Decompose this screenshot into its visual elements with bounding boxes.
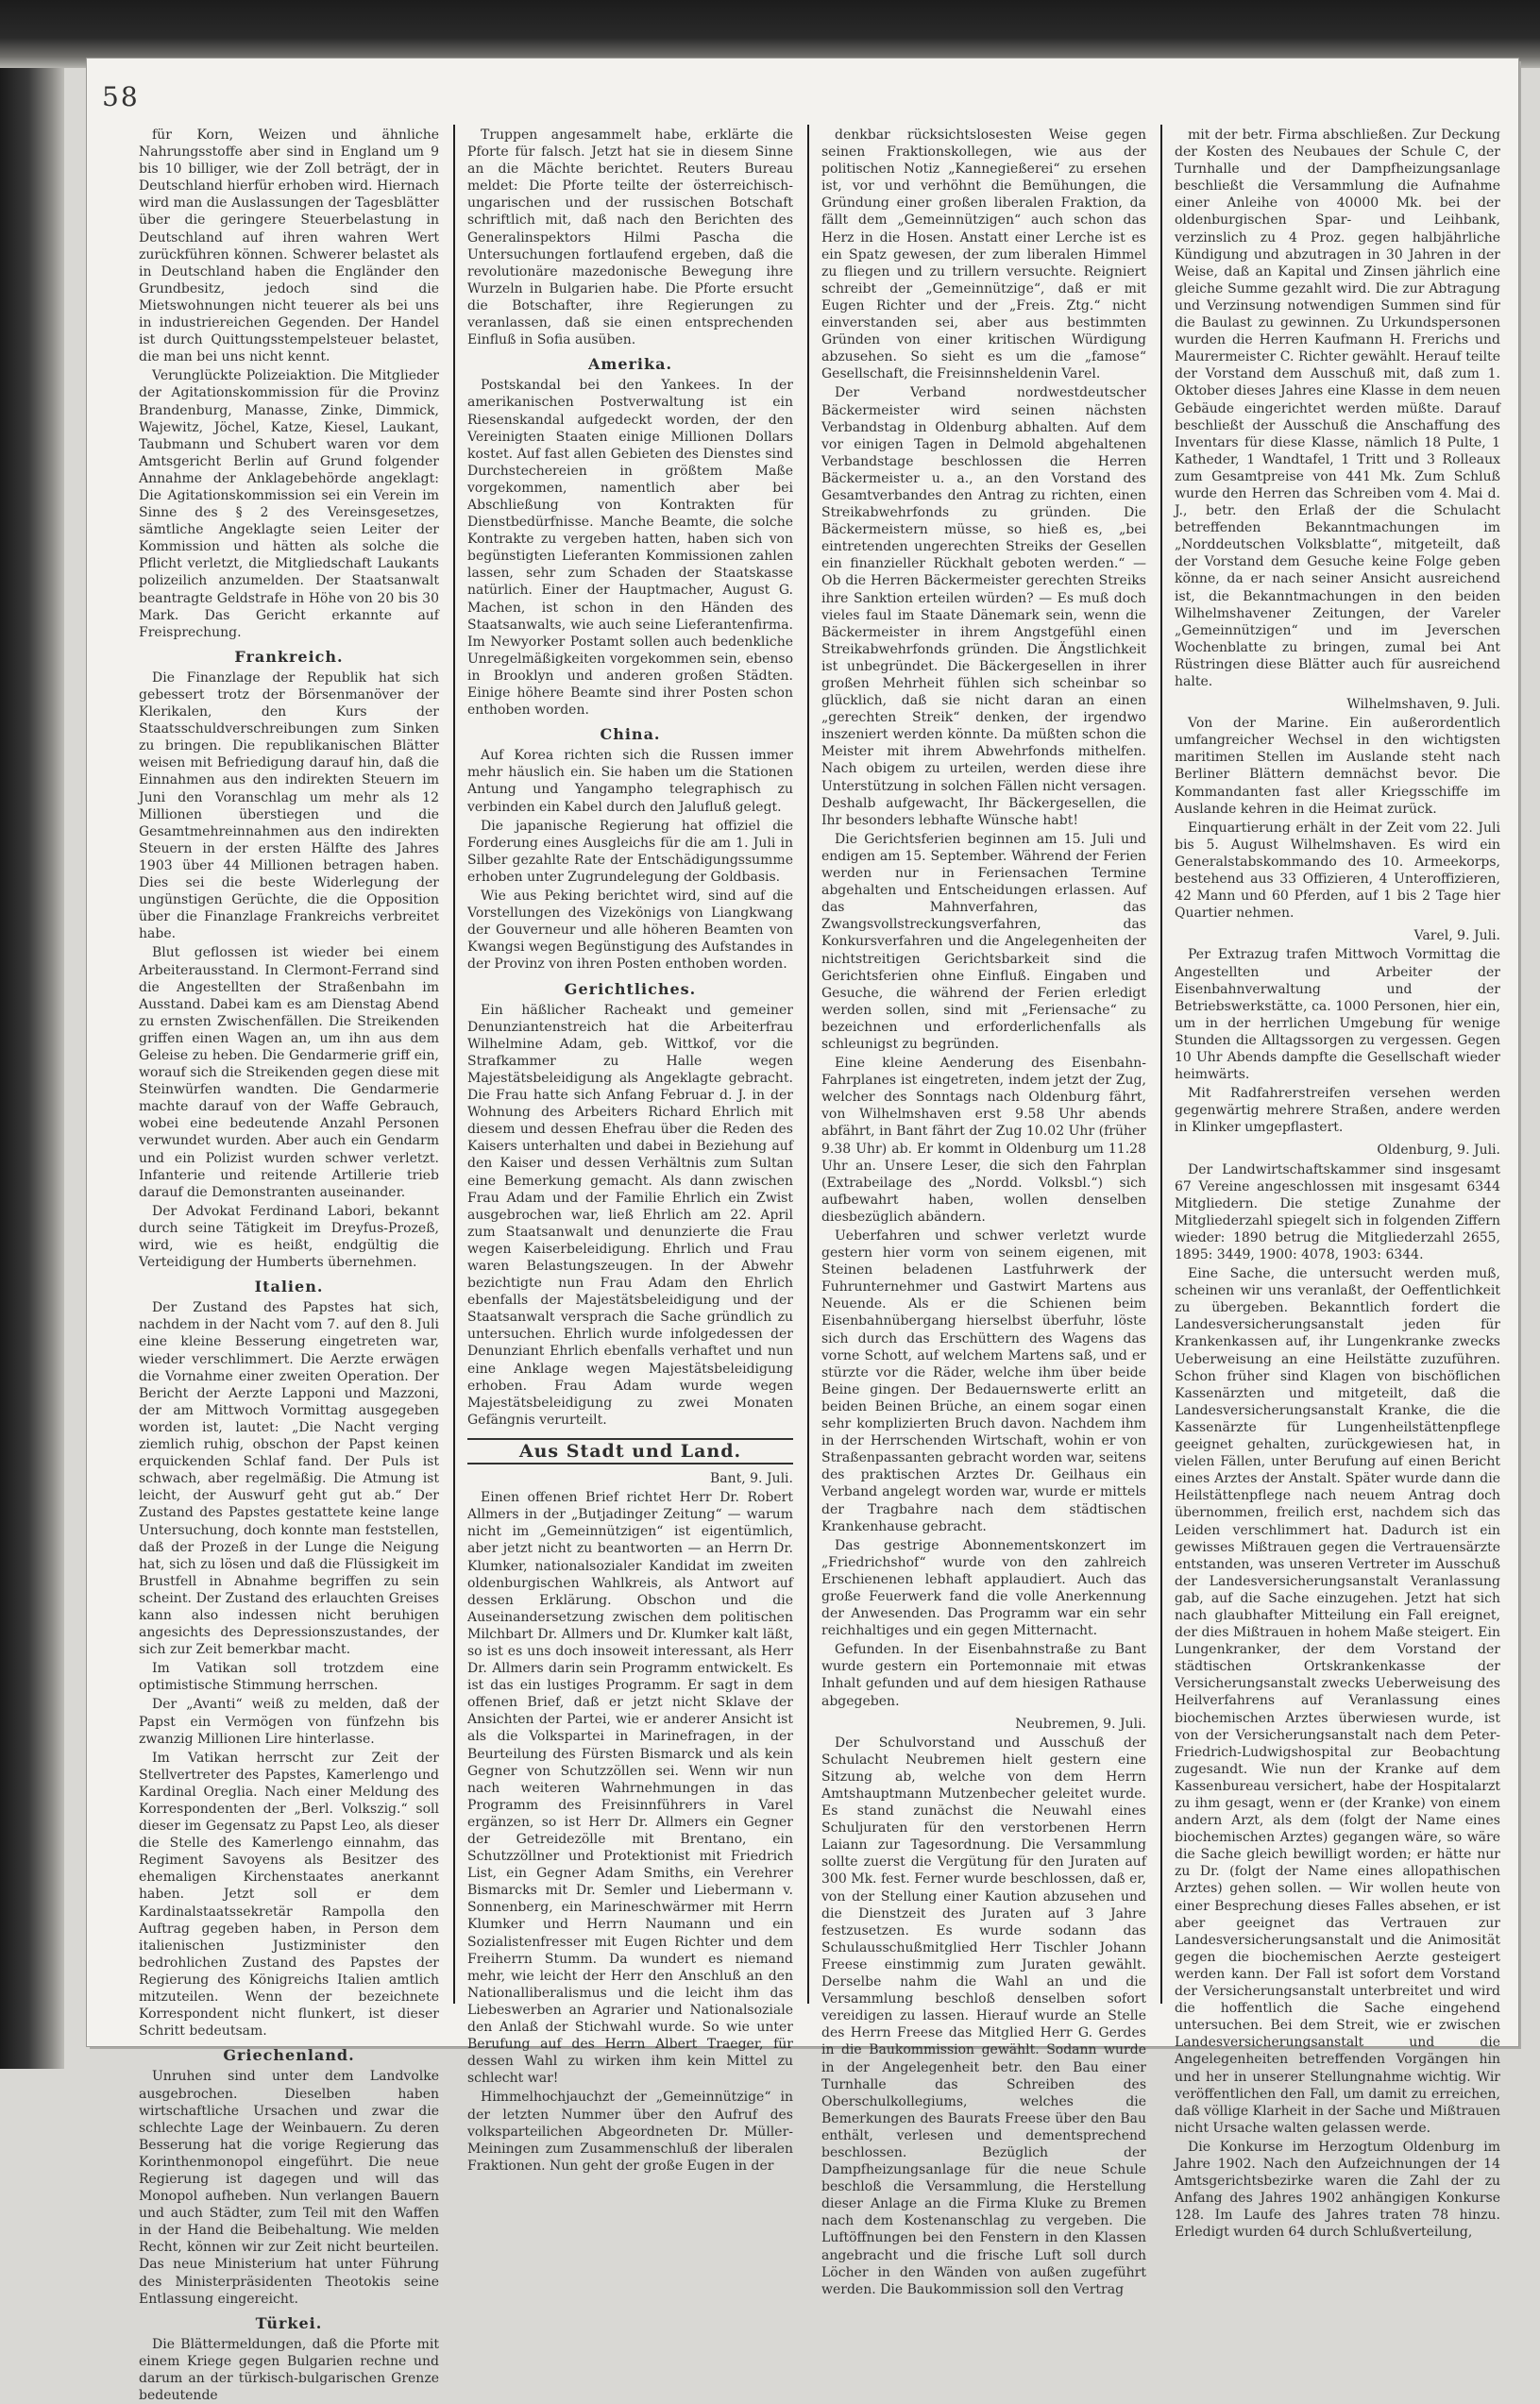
article-paragraph: Gefunden. In der Eisenbahnstraße zu Bant wurde gestern ein Portemonnaie mit etwas Inhalt gefunden und auf dem hiesigen Rathause abgegeben. bbox=[821, 1642, 1146, 1709]
section-heading: Griechenland. bbox=[223, 2046, 355, 2065]
article-paragraph: Die Finanzlage der Republik hat sich gebessert trotz der Börsenmanöver der Klerikalen, den Kurs der Staatsschuldverschreibungen zum Sinken zu bringen. Die republikanischen Blätter weisen mit Befriedigung darauf hin, daß die Einnahmen aus den indirekten Steuern im Juni den Voranschlag um mehr als 12 Millionen überstiegen und die Gesamtmehreinnahmen aus den indirekten Steuern in der ersten Hälfte des Jahres 1903 über 44 Millionen betragen haben. Dies sei die beste Widerlegung der ungünstigen Gerüchte, die die Opposition über die Finanzlage Frankreichs verbreitet habe. bbox=[139, 669, 439, 942]
section-heading: Italien. bbox=[254, 1278, 324, 1296]
article-paragraph: Der Verband nordwestdeutscher Bäckermeister wird seinen nächsten Verbandstag in Oldenburg abhalten. Auf dem vor einigen Tagen in Delmold abgehaltenen Verbandstage beschlossen die Herren Bäckermeister u. a., an den Vorstand des Gesamtverbandes den Antrag zu richten, einen Streikabwehrfonds zu gründen. Die Bäckermeistern müsse, so hieß es, „bei eintretenden ungerechten Streiks der Gesellen ein finanzieller Rückhalt geboten werden.“ — Ob die Herren Bäckermeister gerechten Streiks ihre Sanktion erteilen würden? — Es muß doch vieles faul im Staate Dänemark sein, wenn die Bäckermeister in ihrem Angstgefühl einen Streikabwehrfonds gründen. Die Ängstlichkeit ist unbegründet. Die Bäckergesellen in ihrer großen Mehrheit fühlen sich scheinbar so glücklich, daß sie nicht daran an einen „gerechten Streik“ denken, der irgendwo inszeniert werden könnte. Da müßten schon die Meister mit ihrem Abwehrfonds mithelfen. Nach obigem zu urteilen, werden diese ihre Unterstützung in solchen Fällen nicht versagen. Deshalb aufgewacht, Ihr Bäckergesellen, die Ihr besonders lebhafte Wünsche habt! bbox=[821, 385, 1146, 828]
dateline: Wilhelmshaven, 9. Juli. bbox=[1346, 697, 1500, 713]
article-paragraph: Im Vatikan herrscht zur Zeit der Stellvertreter des Papstes, Kamerlengo und Kardinal Oreglia. Nach einer Meldung des Korrespondenten der „Berl. Volkszig.“ soll dieser im Gegensatz zu Papst Leo, als dieser die Stelle des Kamerlengo einnahm, das Regiment Savoyens als Besitzer des ehemaligen Kirchenstaates anerkannt haben. Jetzt soll er dem Kardinalstaatssekretär Rampolla den Auftrag gegeben haben, in Person dem italienischen Justizminister den bedrohlichen Zustand des Papstes der Regierung des Königreichs Italien amtlich mitzuteilen. Wenn der bezeichnete Korrespondent nicht flunkert, ist dieser Schritt bedeutsam. bbox=[139, 1750, 439, 2040]
article-paragraph: Der Schulvorstand und Ausschuß der Schulacht Neubremen hielt gestern eine Sitzung ab, welche von dem Herrn Amtshauptmann Mutzenbecher geleitet wurde. Es stand zunächst die Neuwahl eines Schuljuraten für den verstorbenen Herrn Laiann zur Tagesordnung. Die Versammlung sollte zuerst die Vergütung für den Juraten auf 300 Mk. fest. Ferner wurde beschlossen, daß er, von der Stellung einer Kaution abzusehen und die Dienstzeit des Juraten auf 3 Jahre festzusetzen. Es wurde sodann das Schulausschußmitglied Herr Tischler Johann Freese einstimmig zum Juraten gewählt. Derselbe nahm die Wahl an und die Versammlung beschloß denselben sofort vereidigen zu lassen. Hierauf wurde an Stelle des Herrn Freese das Mitglied Herr G. Gerdes in die Baukommission gewählt. Sodann wurde in der Angelegenheit betr. den Bau einer Turnhalle das Schreiben des Oberschulkollegiums, welches die Bemerkungen des Baurats Freese über den Bau enthält, verlesen und dementsprechend beschlossen. Bezüglich der Dampfheizungsanlage für die neue Schule beschloß die Versammlung, die Herstellung dieser Anlage an die Firma Kluke zu Bremen nach dem Kostenanschlag zu vergeben. Die Luftöffnungen bei den Fenstern in den Klassen angebracht und die frische Luft soll durch Löcher in den Wänden von außen zugeführt werden. Die Baukommission soll den Vertrag bbox=[821, 1735, 1146, 2297]
newspaper-page bbox=[87, 59, 1518, 2404]
dateline: Bant, 9. Juli. bbox=[709, 1471, 793, 1487]
article-paragraph: Von der Marine. Ein außerordentlich umfangreicher Wechsel in den wichtigsten maritimen Stellen im Auslande steht nach Berliner Blättern demnächst bevor. Die Kommandanten fast aller Kriegsschiffe im Auslande kehren in die Heimat zurück. bbox=[1175, 716, 1500, 817]
article-paragraph: Die Konkurse im Herzogtum Oldenburg im Jahre 1902. Nach den Aufzeichnungen der 14 Amtsgerichtsbezirke waren die Zahl der zu Anfang des Jahres 1902 anhängigen Konkurse 128. Im Laufe des Jahres traten 78 hinzu. Erledigt wurden 64 durch Schlußverteilung, bbox=[1175, 2139, 1500, 2241]
article-paragraph: Die Blättermeldungen, daß die Pforte mit einem Kriege gegen Bulgarien rechne und darum an der türkisch-bulgarischen Grenze bedeutende bbox=[139, 2336, 439, 2404]
article-paragraph: Im Vatikan soll trotzdem eine optimistische Stimmung herrschen. bbox=[139, 1661, 439, 1694]
article-paragraph: Der Zustand des Papstes hat sich, nachdem in der Nacht vom 7. auf den 8. Juli eine kleine Besserung eingetreten war, wieder verschlimmert. Die Aerzte erwägen die Vornahme einer zweiten Operation. Der Bericht der Aerzte Lapponi und Mazzoni, der am Mittwoch Vormittag ausgegeben worden ist, lautet: „Die Nacht verging ziemlich ruhig, obschon der Papst keinen erquickenden Schlaf fand. Der Puls ist schwach, aber regelmäßig. Die Atmung ist leicht, der Auswurf geht gut ab.“ Der Zustand des Papstes gestattete keine lange Untersuchung, doch konnte man feststellen, daß der Prozeß in der Lunge die Neigung hat, sich zu lösen und daß die Flüssigkeit im Brustfell in Abnahme begriffen zu sein scheint. Der Zustand des erlauchten Greises kann also indessen nicht beruhigen angesichts des Depressionszustandes, der sich zur Zeit bemerkbar macht. bbox=[139, 1300, 439, 1658]
book-spine bbox=[0, 0, 64, 2069]
section-heading: Türkei. bbox=[255, 2313, 323, 2332]
article-paragraph: Das gestrige Abonnementskonzert im „Friedrichshof“ wurde von den zahlreich Erschienenen lebhaft applaudiert. Auch das große Feuerwerk fand die volle Anerkennung der Anwesenden. Das Programm war ein sehr reichhaltiges und ein gegen Mitternacht. bbox=[821, 1537, 1146, 1639]
column-rule bbox=[1160, 125, 1162, 2004]
article-paragraph: Einquartierung erhält in der Zeit vom 22. Juli bis 5. August Wilhelmshaven. Es wird ein Generalstabskommando des 10. Armeekorps, bestehend aus 33 Offizieren, 4 Unteroffizieren, 42 Mann und 60 Pferden, auf 1 bis 2 Tage hier Quartier nehmen. bbox=[1175, 820, 1500, 922]
article-paragraph: Mit Radfahrerstreifen versehen werden gegenwärtig mehrere Straßen, andere werden in Klinker umgepflastert. bbox=[1175, 1086, 1500, 1136]
column-rule bbox=[453, 125, 455, 2004]
article-paragraph: denkbar rücksichtslosesten Weise gegen seinen Fraktionskollegen, wie aus der politischen Notiz „Kannegießerei“ zu ersehen ist, vor und verhöhnt die Bemühungen, die Gründung einer großen liberalen Fraktion, da fällt dem „Gemeinnützigen“ auch schon das Herz in die Hosen. Anstatt einer Lerche ist es ein Spatz gewesen, der zum liberalen Himmel zu fliegen und zu trillern versuchte. Reigniert schreibt der „Gemeinnützige“, daß er mit Eugen Richter und der „Freis. Ztg.“ nicht einverstanden sei, aber aus bestimmten Gründen von einer kritischen Würdigung abzusehen. So sieht es um die „famose“ Gesellschaft, die Freisinnsheldenin Varel. bbox=[821, 127, 1146, 382]
section-heading: Gerichtliches. bbox=[564, 979, 697, 998]
column-rule bbox=[807, 125, 809, 2004]
article-paragraph: Himmelhochjauchzt der „Gemeinnützige“ in der letzten Nummer über den Aufruf des volksparteilichen Abgeordneten Dr. Müller-Meiningen zum Zusammenschluß der liberalen Fraktionen. Nun geht der große Eugen in der bbox=[467, 2090, 793, 2174]
article-paragraph: Blut geflossen ist wieder bei einem Arbeiterausstand. In Clermont-Ferrand sind die Angestellten der Straßenbahn im Ausstand. Dabei kam es am Dienstag Abend zu ernsten Zwischenfällen. Die Streikenden griffen einen Wagen an, um ihn aus dem Geleise zu heben. Die Gendarmerie griff ein, worauf sich die Streikenden gegen diese mit Steinwürfen wandten. Die Gendarmerie machte darauf von der Waffe Gebrauch, wobei eine bedeutende Anzahl Personen verwundet wurden. Aber auch ein Gendarm und ein Polizist wurden schwer verletzt. Infanterie und reitende Artillerie trieb darauf die Demonstranten auseinander. bbox=[139, 945, 439, 1200]
article-paragraph: Verunglückte Polizeiaktion. Die Mitglieder der Agitationskommission für die Provinz Brandenburg, Manasse, Zinke, Dimmick, Wajewitz, Jöchel, Katze, Kiesel, Laukant, Taubmann und Schubert waren vor dem Amtsgericht Berlin auf Grund folgender Annahme der Anklagebehörde angeklagt: Die Agitationskommission sei ein Verein im Sinne des § 2 des Vereinsgesetzes, sämtliche Angeklagte seien Leiter der Kommission und hätten als solche die Pflicht verletzt, die Mitgliedschaft Laukants polizeilich anzumelden. Der Staatsanwalt beantragte Geldstrafe in Höhe von 20 bis 30 Mark. Das Gericht erkannte auf Freisprechung. bbox=[139, 368, 439, 640]
article-paragraph: Die Gerichtsferien beginnen am 15. Juli und endigen am 15. September. Während der Ferien werden nur in Feriensachen Termine abgehalten und Entscheidungen erlassen. Auf das Mahnverfahren, das Zwangsvollstreckungsverfahren, das Konkursverfahren und die Angelegenheiten der nichtstreitigen Gerichtsbarkeit sind die Gerichtsferien ohne Einfluß. Eingaben und Gesuche, die während der Ferien erledigt werden sollen, sind mit „Feriensache“ zu bezeichnen und erforderlichenfalls als schleunigst zu begründen. bbox=[821, 831, 1146, 1052]
dateline: Varel, 9. Juli. bbox=[1413, 928, 1500, 944]
article-paragraph: Ueberfahren und schwer verletzt wurde gestern hier vorm von seinem eigenen, mit Steinen beladenen Lastfuhrwerk der Fuhrunternehmer und Gastwirt Martens aus Neuende. Als er die Schienen beim Eisenbahnübergang hierselbst überfuhr, löste sich durch das Erschüttern des Wagens das vorne Schott, auf welchem Martens saß, und er stürzte vor die Räder, welche ihm über beide Beine gingen. Der Bedauernswerte erlitt an beiden Beinen Brüche, an einem sogar einen sehr komplizierten Bruch davon. Nachdem ihm in der Herrschenden Wirtschaft, wohin er von Straßenpassanten gebracht worden war, seitens des praktischen Arztes Dr. Geilhaus ein Verband angelegt worden war, wurde er mittels der Tragbahre nach dem städtischen Krankenhause gebracht. bbox=[821, 1228, 1146, 1534]
section-heading: Amerika. bbox=[587, 355, 673, 374]
text-column-1 bbox=[139, 127, 439, 2404]
article-paragraph: Per Extrazug trafen Mittwoch Vormittag die Angestellten und Arbeiter der Eisenbahnverwaltung und der Betriebswerkstätte, ca. 1000 Personen, hier ein, um in der herrlichen Umgebung für wenige Stunden die Alltagssorgen zu vergessen. Gegen 10 Uhr Abends dampfte die Gesellschaft wieder heimwärts. bbox=[1175, 947, 1500, 1083]
article-paragraph: Ein häßlicher Racheakt und gemeiner Denunziantenstreich hat die Arbeiterfrau Wilhelmine Adam, geb. Wittkof, vor die Strafkammer zu Halle wegen Majestätsbeleidigung als Angeklagte gebracht. Die Frau hatte sich Anfang Februar d. J. in der Wohnung des Arbeiters Richard Ehrlich mit diesem und dessen Ehefrau über die Reden des Kaisers unterhalten und dabei in Beziehung auf den Kaiser und dessen Verhältnis zum Sultan eine Bemerkung gemacht. Als dann zwischen Frau Adam und der Familie Ehrlich ein Zwist ausgebrochen war, ließ Ehrlich am 22. April zum Staatsanwalt und denunzierte die Frau wegen Kaiserbeleidigung. Ehrlich und Frau waren Belastungszeugen. In der Abwehr bezichtigte nun Frau Adam den Ehrlich ebenfalls der Majestätsbeleidigung und der Staatsanwalt versprach die Sache gründlich zu untersuchen. Ehrlich wurde infolgedessen der Denunziant Ehrlich ebenfalls verhaftet und nun eine Anklage wegen Majestätsbeleidigung erhoben. Frau Adam wurde wegen Majestätsbeleidigung zu zwei Monaten Gefängnis verurteilt. bbox=[467, 1002, 793, 1428]
article-paragraph: Eine kleine Aenderung des Eisenbahn-Fahrplanes ist eingetreten, indem jetzt der Zug, welcher des Sonntags nach Oldenburg fährt, von Wilhelmshaven erst 9.58 Uhr abends abfährt, in Bant fährt der Zug 10.02 Uhr (früher 9.38 Uhr) ab. Er kommt in Oldenburg um 11.28 Uhr an. Unsere Leser, die sich den Fahrplan (Extrabeilage des „Nordd. Volksbl.“) sich aufbewahrt haben, wollen denselben diesbezüglich abändern. bbox=[821, 1056, 1146, 1225]
text-column-2 bbox=[467, 127, 793, 2174]
text-column-4 bbox=[1175, 127, 1500, 2241]
article-paragraph: Eine Sache, die untersucht werden muß, scheinen wir uns veranlaßt, der Oeffentlichkeit zu übergeben. Bekanntlich fordert die Landesversicherungsanstalt jeden für Krankenkassen auf, ihr Lungenkranke zwecks Ueberweisung an eine Heilstätte zuzuführen. Schon früher sind Klagen von bischöflichen Kassenärzten und mitgeteilt, daß die Landesversicherungsanstalt Kranke, die die Kassenärzte für Lungenheilstättenpflege geeignet gehalten, zurückgewiesen hat, in vielen Fällen, unter Berufung auf einen Bericht eines Arztes der Anstalt. Später wurde dann die Heilstättenpflege nach neuem Antrag doch übernommen, freilich erst, nachdem sich das Leiden verschlimmert hat. Dadurch ist ein gewisses Mißtrauen gegen die Vertrauensärzte entstanden, was unseren Vertreter im Ausschuß der Landesversicherungsanstalt Veranlassung gab, auf die Sache einzugehen. Jetzt hat sich nach glaubhafter Mitteilung ein Fall ereignet, der dies Mißtrauen in hohem Maße steigert. Ein Lungenkranker, der dem Vorstand der städtischen Ortskrankenkasse der Versicherungsanstalt zwecks Ueberweisung des Heilverfahrens auf Veranlassung eines biochemischen Arztes überwiesen wurde, ist von der Versicherungsanstalt nach dem Peter-Friedrich-Ludwigshospital zur Beobachtung zugesandt. Wie nun der Kranke auf dem Kassenbureau versichert, habe der Hospitalarzt zu ihm gesagt, wenn er (der Kranke) von einem andern Arzt, als dem (folgt der Name eines biochemischen Arztes) gegangen wäre, so wäre die Sache gleich bewilligt worden; er hätte nur zu Dr. (folgt der Name eines allopathischen Arztes) gehen sollen. — Wir wollen heute von einer Besprechung dieses Falles absehen, er ist aber geeignet das Vertrauen zur Landesversicherungsanstalt und die Animosität gegen die biochemischen Aerzte gesteigert werden kann. Der Fall ist sofort dem Vorstand der Versicherungsanstalt unterbreitet und wird die hoffentlich die Sache eingehend untersuchen. Bei dem Streit, wie er zwischen Landesversicherungsanstalt und die Angelegenheiten betreffenden Vorgängen hin und her in unserer Stellungnahme wichtig. Wir veröffentlichen den Fall, um damit zu erreichen, daß völlige Klarheit in der Sache und Mißtrauen nicht Ursache walten gelassen werde. bbox=[1175, 1266, 1500, 2136]
text-column-3 bbox=[821, 127, 1146, 2297]
section-heading: Aus Stadt und Land. bbox=[467, 1438, 793, 1464]
article-paragraph: Auf Korea richten sich die Russen immer mehr häuslich ein. Sie haben um die Stationen Antung und Yangampho telegraphisch zu verbinden ein Kabel durch den Jalufluß gelegt. bbox=[467, 748, 793, 815]
article-paragraph: Postskandal bei den Yankees. In der amerikanischen Postverwaltung ist ein Riesenskandal aufgedeckt worden, der den Vereinigten Staaten einige Millionen Dollars kostet. Auf fast allen Gebieten des Dienstes sind Durchstechereien in größtem Maße vorgekommen, namentlich aber bei Abschließung von Kontrakten für Dienstbedürfnisse. Manche Beamte, die solche Kontrakte zu vergeben hatten, haben sich von begünstigten Lieferanten Kommissionen zahlen lassen, sehr zum Schaden der Staatskasse natürlich. Einer der Hauptmacher, August G. Machen, ist schon in den Händen des Staatsanwalts, wie auch seine Lieferantenfirma. Im Newyorker Postamt sollen auch bedenkliche Unregelmäßigkeiten vorgekommen sein, ebenso in Brooklyn und anderen großen Städten. Einige höhere Beamte sind ihrer Posten schon enthoben worden. bbox=[467, 378, 793, 719]
article-paragraph: Wie aus Peking berichtet wird, sind auf die Vorstellungen des Vizekönigs von Liangkwang der Gouverneur und alle höheren Beamten von Kwangsi wegen Begünstigung des Aufstandes in der Provinz von ihren Posten enthoben worden. bbox=[467, 889, 793, 973]
section-heading: Frankreich. bbox=[234, 647, 344, 666]
article-paragraph: Der Advokat Ferdinand Labori, bekannt durch seine Tätigkeit im Dreyfus-Prozeß, wird, wie es heißt, endgültig die Verteidigung der Humberts übernehmen. bbox=[139, 1203, 439, 1271]
article-paragraph: Truppen angesammelt habe, erklärte die Pforte für falsch. Jetzt hat sie in diesem Sinne an die Mächte berichtet. Reuters Bureau meldet: Die Pforte teilte der österreichisch-ungarischen und der russischen Botschaft schriftlich mit, daß nach den Berichten des Generalinspektors Hilmi Pascha die Untersuchungen fortlaufend ergeben, daß die revolutionäre mazedonische Bewegung ihre Wurzeln in Bulgarien habe. Die Pforte ersucht die Botschafter, ihre Regierungen zu veranlassen, daß sie einen entsprechenden Einfluß in Sofia ausüben. bbox=[467, 127, 793, 348]
article-paragraph: Einen offenen Brief richtet Herr Dr. Robert Allmers in der „Butjadinger Zeitung“ — warum nicht im „Gemeinnützigen“ ist eigentümlich, aber jetzt nicht zu beantworten — an Herrn Dr. Klumker, nationalsozialer Kandidat im zweiten oldenburgischen Wahlkreis, als Antwort auf dessen Erklärung. Obschon und die Auseinandersetzung zwischen dem politischen Milchbart Dr. Allmers und Dr. Klumker kalt läßt, so ist es uns doch insoweit interessant, als Herr Dr. Allmers darin sein Programm entwickelt. Es ist das ein lustiges Programm. Er sagt in dem offenen Brief, daß er jetzt nicht Sklave der Ansichten der Partei, wie er anderer Ansicht ist als die Volkspartei in Marinefragen, in der Beurteilung des Fürsten Bismarck und als kein Gegner von Schutzzöllen sei. Wenn wir nun nach weiteren Wahrnehmungen in das Programm des Freisinnführers in Varel ergänzen, so ist Herr Dr. Allmers ein Gegner der Getreidezölle mit Brentano, ein Schutzzöllner und Protektionist mit Friedrich List, ein Gegner Adam Smiths, ein Verehrer Bismarcks mit Dr. Semler und Liebermann v. Sonnenberg, ein Marineschwärmer mit Herrn Klumker und Herrn Naumann und ein Sozialistenfresser mit Eugen Richter und dem Freiherrn Stumm. Da wundert es niemand mehr, wie leicht der Herr den Anschluß an den Nationalliberalismus und die leicht ihm das Liebeswerben an Agrarier und Nationalsoziale den Anlaß der Stichwahl wurde. So wie unter Berufung auf des Herrn Albert Traeger, für dessen Wahl zu wirken ihm kein Mittel zu schlecht war! bbox=[467, 1490, 793, 2087]
article-paragraph: Unruhen sind unter dem Landvolke ausgebrochen. Dieselben haben wirtschaftliche Ursachen und zwar die schlechte Lage der Weinbauern. Zu deren Besserung hat die vorige Regierung das Korinthenmonopol eingeführt. Die neue Regierung ist dagegen und will das Monopol aufheben. Nun verlangen Bauern und auch Städter, zum Teil mit den Waffen in der Hand die Beibehaltung. Wie melden Recht, können wir zur Zeit nicht beurteilen. Das neue Ministerium hat unter Führung des Ministerpräsidenten Theotokis seine Entlassung eingereicht. bbox=[139, 2069, 439, 2307]
dateline: Neubremen, 9. Juli. bbox=[1015, 1716, 1146, 1732]
article-paragraph: für Korn, Weizen und ähnliche Nahrungsstoffe aber sind in England um 9 bis 10 billiger, wie der Zoll beträgt, der in Deutschland hierfür erhoben wird. Hiernach wird man die Auslassungen der Tagesblätter über die geringere Steuerbelastung in Deutschland auf ihren wahren Wert zurückführen können. Schwerer belastet als in Deutschland haben die Engländer den Grundbesitz, jedoch sind die Mietswohnungen nicht teuerer als bei uns in industriereichen Gegenden. Der Handel ist durch Quittungsstempelsteuer belastet, die man bei uns nicht kennt. bbox=[139, 127, 439, 365]
article-paragraph: Der „Avanti“ weiß zu melden, daß der Papst ein Vermögen von fünfzehn bis zwanzig Millionen Lire hinterlasse. bbox=[139, 1697, 439, 1747]
dateline: Oldenburg, 9. Juli. bbox=[1377, 1143, 1500, 1159]
article-paragraph: Die japanische Regierung hat offiziel die Forderung eines Ausgleichs für die am 1. Juli in Silber gezahlte Rate der Entschädigungssumme erhoben unter Zugrundelegung der Goldbasis. bbox=[467, 818, 793, 885]
page-number: 58 bbox=[102, 81, 140, 112]
article-paragraph: mit der betr. Firma abschließen. Zur Deckung der Kosten des Neubaues der Schule C, der Turnhalle und der Dampfheizungsanlage beschließt die Versammlung die Aufnahme einer Anleihe von 40000 Mk. bei der oldenburgischen Spar- und Leihbank, verzinslich zu 4 Proz. gegen halbjährliche Kündigung und abzutragen in 30 Jahren in der Weise, daß an Kapital und Zinsen jährlich eine gleiche Summe gezahlt wird. Die zur Abtragung und Verzinsung notwendigen Summen sind für die Baulast zu gewinnen. Zu Urkundspersonen wurden die Herren Kaufmann H. Frerichs und Maurermeister C. Richter gewählt. Herauf teilte der Vorstand dem Ausschuß mit, daß zum 1. Oktober dieses Jahres eine Klasse in dem neuen Gebäude eingerichtet werden müßte. Darauf beschließt der Ausschuß die Anschaffung des Inventars für diese Klasse, nämlich 18 Pulte, 1 Katheder, 1 Wandtafel, 1 Tritt und 3 Rolleaux zum Gesamtpreise von 441 Mk. Zum Schluß wurde den Herren das Schreiben vom 4. Mai d. J., betr. den Erlaß der die Schulacht betreffenden Bekanntmachungen im „Norddeutschen Volksblatte“, mitgeteilt, daß der Vorstand dem Gesuche keine Folge geben könne, da er nach seiner Ansicht ausreichend ist, die Bekanntmachungen in den beiden Wilhelmshavener Zeitungen, der Vareler „Gemeinnützigen“ und im Jeverschen Wochenblatte zu bringen, zumal bei Ant Rüstringen diese Blätter auch für ausreichend halte. bbox=[1175, 127, 1500, 689]
section-heading: China. bbox=[600, 725, 661, 744]
article-paragraph: Der Landwirtschaftskammer sind insgesamt 67 Vereine angeschlossen mit insgesamt 6344 Mitgliedern. Die stetige Zunahme der Mitgliederzahl spiegelt sich in folgenden Ziffern wieder: 1890 betrug die Mitgliederzahl 2655, 1895: 3449, 1900: 4078, 1903: 6344. bbox=[1175, 1161, 1500, 1262]
